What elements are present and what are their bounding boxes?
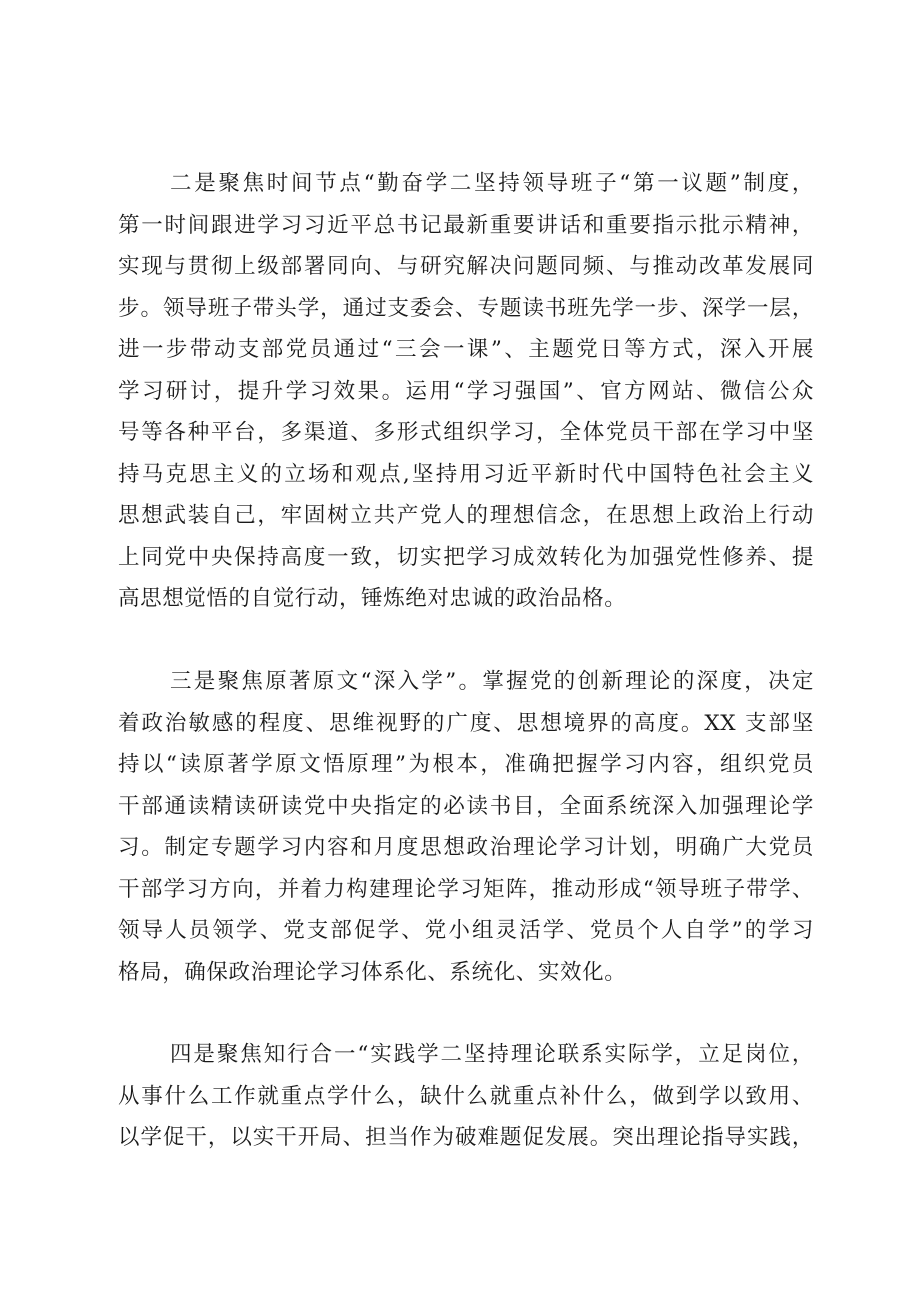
text-line: 领导人员领学、党支部促学、党小组灵活学、党员个人自学”的学习 bbox=[118, 918, 814, 943]
paragraph-focus-practice bbox=[118, 1034, 814, 1159]
text-line: 步。领导班子带头学，通过支委会、专题读书班先学一步、深学一层， bbox=[118, 295, 814, 321]
text-line: 格局，确保政治理论学习体系化、系统化、实效化。 bbox=[118, 959, 627, 985]
text-line: 持以“读原著学原文悟原理”为根本，准确把握学习内容，组织党员 bbox=[118, 752, 814, 777]
paragraph-focus-original-works bbox=[118, 661, 814, 993]
text-line: 四是聚焦知行合一“实践学二坚持理论联系实际学，立足岗位， bbox=[170, 1042, 814, 1067]
text-line: 习。制定专题学习内容和月度思想政治理论学习计划，明确广大党员 bbox=[118, 835, 814, 860]
text-line: 以学促干，以实干开局、担当作为破难题促发展。突出理论指导实践， bbox=[118, 1125, 814, 1150]
text-line: 思想武装自己，牢固树立共产党人的理想信念，在思想上政治上行动 bbox=[118, 503, 814, 528]
text-line: 干部学习方向，并着力构建理论学习矩阵，推动形成“领导班子带学、 bbox=[118, 876, 814, 902]
text-line: 三是聚焦原著原文“深入学”。掌握党的创新理论的深度，决定 bbox=[170, 669, 814, 694]
text-line: 上同党中央保持高度一致，切实把学习成效转化为加强党性修养、提 bbox=[118, 544, 814, 570]
text-line: 第一时间跟进学习习近平总书记最新重要讲话和重要指示批示精神， bbox=[118, 212, 814, 238]
text-line: 学习研讨，提升学习效果。运用“学习强国”、官方网站、微信公众 bbox=[118, 378, 814, 404]
text-line: 持马克思主义的立场和观点,坚持用习近平新时代中国特色社会主义 bbox=[118, 461, 814, 487]
text-line: 干部通读精读研读党中央指定的必读书目，全面系统深入加强理论学 bbox=[118, 793, 814, 819]
text-line: 高思想觉悟的自觉行动，锤炼绝对忠诚的政治品格。 bbox=[118, 586, 627, 611]
text-line: 实现与贯彻上级部署同向、与研究解决问题同频、与推动改革发展同 bbox=[118, 254, 814, 279]
text-line: 二是聚焦时间节点“勤奋学二坚持领导班子“第一议题”制度， bbox=[170, 171, 814, 196]
paragraph-focus-time bbox=[118, 163, 814, 620]
text-line: 号等各种平台，多渠道、多形式组织学习，全体党员干部在学习中坚 bbox=[118, 420, 814, 445]
text-line: 从事什么工作就重点学什么，缺什么就重点补什么，做到学以致用、 bbox=[118, 1083, 814, 1109]
text-line: 着政治敏感的程度、思维视野的广度、思想境界的高度。XX 支部坚 bbox=[118, 710, 814, 736]
text-line: 进一步带动支部党员通过“三会一课”、主题党日等方式，深入开展 bbox=[118, 337, 814, 362]
